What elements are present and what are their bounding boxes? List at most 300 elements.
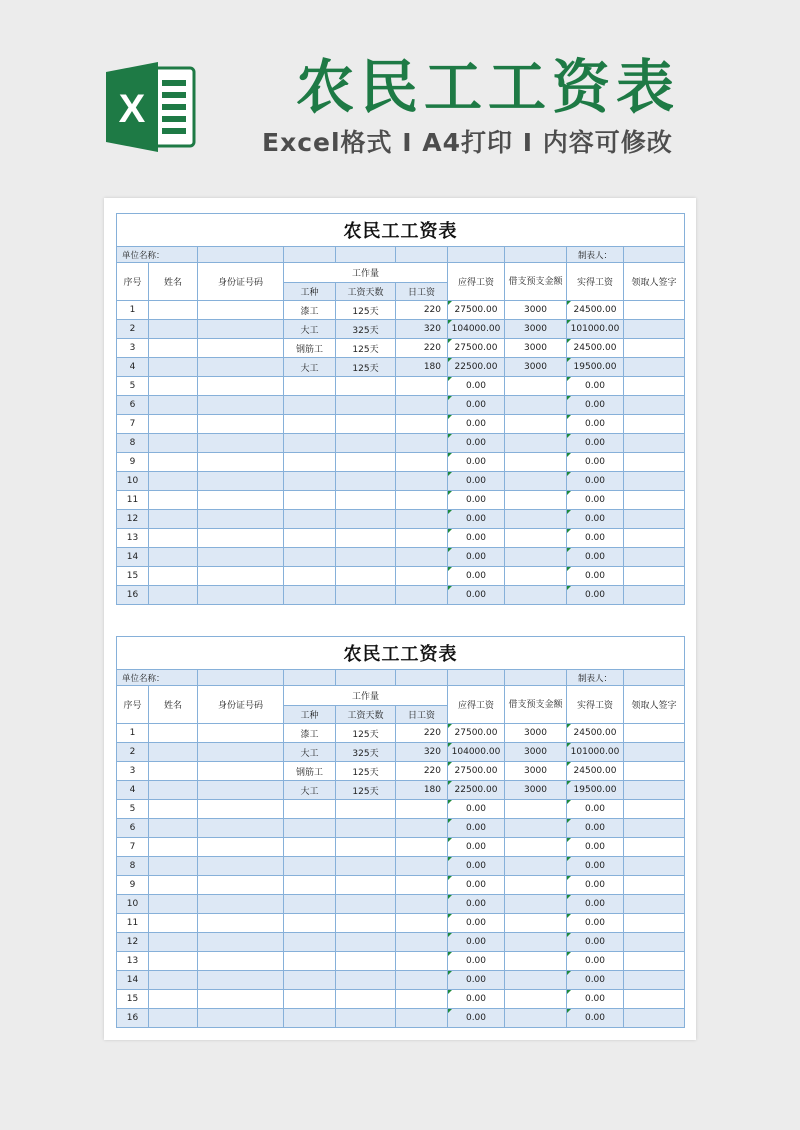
daily-wage-cell[interactable]	[396, 838, 448, 857]
advance-cell[interactable]	[505, 971, 567, 990]
advance-cell[interactable]	[505, 567, 567, 586]
daily-wage-cell[interactable]: 180	[396, 358, 448, 377]
pay-days-cell[interactable]	[336, 1009, 396, 1028]
seq-cell[interactable]: 14	[117, 548, 149, 567]
pay-days-cell[interactable]	[336, 876, 396, 895]
pay-days-cell[interactable]	[336, 586, 396, 605]
seq-cell[interactable]: 10	[117, 472, 149, 491]
actual-pay-cell[interactable]: 0.00	[567, 952, 624, 971]
signature-cell[interactable]	[624, 762, 685, 781]
work-type-cell[interactable]	[284, 377, 336, 396]
daily-wage-cell[interactable]	[396, 819, 448, 838]
info-cell[interactable]	[448, 670, 505, 686]
seq-cell[interactable]: 11	[117, 914, 149, 933]
seq-cell[interactable]: 12	[117, 933, 149, 952]
advance-cell[interactable]	[505, 586, 567, 605]
seq-cell[interactable]: 2	[117, 320, 149, 339]
advance-cell[interactable]	[505, 548, 567, 567]
work-type-cell[interactable]	[284, 548, 336, 567]
actual-pay-cell[interactable]: 0.00	[567, 491, 624, 510]
actual-pay-cell[interactable]: 0.00	[567, 453, 624, 472]
actual-pay-cell[interactable]: 0.00	[567, 415, 624, 434]
actual-pay-cell[interactable]: 101000.00	[567, 320, 624, 339]
maker-cell[interactable]	[624, 670, 685, 686]
due-pay-cell[interactable]: 0.00	[448, 567, 505, 586]
advance-cell[interactable]	[505, 933, 567, 952]
actual-pay-cell[interactable]: 0.00	[567, 396, 624, 415]
actual-pay-cell[interactable]: 19500.00	[567, 358, 624, 377]
daily-wage-cell[interactable]: 220	[396, 301, 448, 320]
signature-cell[interactable]	[624, 453, 685, 472]
seq-cell[interactable]: 16	[117, 586, 149, 605]
info-cell[interactable]	[284, 670, 336, 686]
advance-cell[interactable]	[505, 819, 567, 838]
daily-wage-cell[interactable]	[396, 586, 448, 605]
actual-pay-cell[interactable]: 0.00	[567, 510, 624, 529]
id-number-cell[interactable]	[198, 320, 284, 339]
id-number-cell[interactable]	[198, 914, 284, 933]
id-number-cell[interactable]	[198, 567, 284, 586]
id-number-cell[interactable]	[198, 434, 284, 453]
work-type-cell[interactable]	[284, 586, 336, 605]
daily-wage-cell[interactable]	[396, 548, 448, 567]
due-pay-cell[interactable]: 0.00	[448, 838, 505, 857]
name-cell[interactable]	[149, 914, 198, 933]
actual-pay-cell[interactable]: 0.00	[567, 990, 624, 1009]
advance-cell[interactable]	[505, 800, 567, 819]
due-pay-cell[interactable]: 0.00	[448, 491, 505, 510]
actual-pay-cell[interactable]: 0.00	[567, 800, 624, 819]
pay-days-cell[interactable]	[336, 472, 396, 491]
seq-cell[interactable]: 14	[117, 971, 149, 990]
signature-cell[interactable]	[624, 971, 685, 990]
pay-days-cell[interactable]	[336, 548, 396, 567]
pay-days-cell[interactable]	[336, 857, 396, 876]
name-cell[interactable]	[149, 838, 198, 857]
signature-cell[interactable]	[624, 510, 685, 529]
name-cell[interactable]	[149, 819, 198, 838]
due-pay-cell[interactable]: 0.00	[448, 952, 505, 971]
signature-cell[interactable]	[624, 548, 685, 567]
signature-cell[interactable]	[624, 472, 685, 491]
actual-pay-cell[interactable]: 0.00	[567, 876, 624, 895]
actual-pay-cell[interactable]: 0.00	[567, 472, 624, 491]
due-pay-cell[interactable]: 104000.00	[448, 743, 505, 762]
name-cell[interactable]	[149, 800, 198, 819]
pay-days-cell[interactable]	[336, 838, 396, 857]
work-type-cell[interactable]	[284, 800, 336, 819]
pay-days-cell[interactable]	[336, 453, 396, 472]
seq-cell[interactable]: 9	[117, 876, 149, 895]
advance-cell[interactable]: 3000	[505, 743, 567, 762]
pay-days-cell[interactable]	[336, 510, 396, 529]
unit-name-cell[interactable]	[198, 247, 284, 263]
id-number-cell[interactable]	[198, 838, 284, 857]
name-cell[interactable]	[149, 586, 198, 605]
signature-cell[interactable]	[624, 781, 685, 800]
due-pay-cell[interactable]: 0.00	[448, 914, 505, 933]
pay-days-cell[interactable]	[336, 895, 396, 914]
advance-cell[interactable]: 3000	[505, 762, 567, 781]
due-pay-cell[interactable]: 0.00	[448, 800, 505, 819]
due-pay-cell[interactable]: 0.00	[448, 819, 505, 838]
id-number-cell[interactable]	[198, 990, 284, 1009]
id-number-cell[interactable]	[198, 510, 284, 529]
name-cell[interactable]	[149, 971, 198, 990]
pay-days-cell[interactable]	[336, 800, 396, 819]
pay-days-cell[interactable]: 325天	[336, 320, 396, 339]
pay-days-cell[interactable]	[336, 377, 396, 396]
actual-pay-cell[interactable]: 0.00	[567, 567, 624, 586]
advance-cell[interactable]	[505, 472, 567, 491]
name-cell[interactable]	[149, 990, 198, 1009]
actual-pay-cell[interactable]: 0.00	[567, 819, 624, 838]
name-cell[interactable]	[149, 396, 198, 415]
name-cell[interactable]	[149, 358, 198, 377]
pay-days-cell[interactable]	[336, 567, 396, 586]
due-pay-cell[interactable]: 0.00	[448, 396, 505, 415]
actual-pay-cell[interactable]: 0.00	[567, 1009, 624, 1028]
daily-wage-cell[interactable]: 220	[396, 339, 448, 358]
id-number-cell[interactable]	[198, 819, 284, 838]
seq-cell[interactable]: 8	[117, 434, 149, 453]
seq-cell[interactable]: 15	[117, 567, 149, 586]
name-cell[interactable]	[149, 301, 198, 320]
actual-pay-cell[interactable]: 0.00	[567, 377, 624, 396]
daily-wage-cell[interactable]	[396, 396, 448, 415]
due-pay-cell[interactable]: 0.00	[448, 472, 505, 491]
work-type-cell[interactable]: 漆工	[284, 724, 336, 743]
pay-days-cell[interactable]	[336, 933, 396, 952]
work-type-cell[interactable]	[284, 933, 336, 952]
name-cell[interactable]	[149, 339, 198, 358]
work-type-cell[interactable]	[284, 529, 336, 548]
pay-days-cell[interactable]: 125天	[336, 724, 396, 743]
actual-pay-cell[interactable]: 0.00	[567, 933, 624, 952]
work-type-cell[interactable]	[284, 952, 336, 971]
id-number-cell[interactable]	[198, 358, 284, 377]
name-cell[interactable]	[149, 529, 198, 548]
due-pay-cell[interactable]: 0.00	[448, 453, 505, 472]
work-type-cell[interactable]: 漆工	[284, 301, 336, 320]
pay-days-cell[interactable]: 125天	[336, 762, 396, 781]
seq-cell[interactable]: 1	[117, 301, 149, 320]
due-pay-cell[interactable]: 0.00	[448, 876, 505, 895]
seq-cell[interactable]: 6	[117, 819, 149, 838]
work-type-cell[interactable]	[284, 472, 336, 491]
seq-cell[interactable]: 4	[117, 358, 149, 377]
work-type-cell[interactable]	[284, 990, 336, 1009]
signature-cell[interactable]	[624, 838, 685, 857]
daily-wage-cell[interactable]	[396, 914, 448, 933]
pay-days-cell[interactable]	[336, 529, 396, 548]
signature-cell[interactable]	[624, 876, 685, 895]
name-cell[interactable]	[149, 434, 198, 453]
work-type-cell[interactable]	[284, 434, 336, 453]
signature-cell[interactable]	[624, 567, 685, 586]
name-cell[interactable]	[149, 472, 198, 491]
name-cell[interactable]	[149, 453, 198, 472]
advance-cell[interactable]: 3000	[505, 781, 567, 800]
work-type-cell[interactable]	[284, 453, 336, 472]
daily-wage-cell[interactable]: 220	[396, 724, 448, 743]
daily-wage-cell[interactable]	[396, 567, 448, 586]
daily-wage-cell[interactable]	[396, 971, 448, 990]
work-type-cell[interactable]	[284, 567, 336, 586]
signature-cell[interactable]	[624, 377, 685, 396]
id-number-cell[interactable]	[198, 529, 284, 548]
work-type-cell[interactable]	[284, 914, 336, 933]
name-cell[interactable]	[149, 724, 198, 743]
info-cell[interactable]	[336, 670, 396, 686]
advance-cell[interactable]	[505, 529, 567, 548]
info-cell[interactable]	[336, 247, 396, 263]
actual-pay-cell[interactable]: 0.00	[567, 838, 624, 857]
actual-pay-cell[interactable]: 0.00	[567, 971, 624, 990]
seq-cell[interactable]: 15	[117, 990, 149, 1009]
pay-days-cell[interactable]	[336, 952, 396, 971]
name-cell[interactable]	[149, 743, 198, 762]
work-type-cell[interactable]	[284, 491, 336, 510]
name-cell[interactable]	[149, 952, 198, 971]
id-number-cell[interactable]	[198, 301, 284, 320]
advance-cell[interactable]	[505, 453, 567, 472]
daily-wage-cell[interactable]	[396, 529, 448, 548]
actual-pay-cell[interactable]: 0.00	[567, 529, 624, 548]
due-pay-cell[interactable]: 0.00	[448, 377, 505, 396]
name-cell[interactable]	[149, 320, 198, 339]
work-type-cell[interactable]: 钢筋工	[284, 339, 336, 358]
pay-days-cell[interactable]: 125天	[336, 781, 396, 800]
advance-cell[interactable]	[505, 952, 567, 971]
due-pay-cell[interactable]: 27500.00	[448, 339, 505, 358]
seq-cell[interactable]: 13	[117, 952, 149, 971]
actual-pay-cell[interactable]: 24500.00	[567, 762, 624, 781]
work-type-cell[interactable]	[284, 819, 336, 838]
seq-cell[interactable]: 5	[117, 800, 149, 819]
name-cell[interactable]	[149, 876, 198, 895]
name-cell[interactable]	[149, 548, 198, 567]
advance-cell[interactable]	[505, 434, 567, 453]
work-type-cell[interactable]: 大工	[284, 320, 336, 339]
id-number-cell[interactable]	[198, 781, 284, 800]
seq-cell[interactable]: 12	[117, 510, 149, 529]
id-number-cell[interactable]	[198, 339, 284, 358]
signature-cell[interactable]	[624, 914, 685, 933]
seq-cell[interactable]: 11	[117, 491, 149, 510]
id-number-cell[interactable]	[198, 762, 284, 781]
daily-wage-cell[interactable]	[396, 952, 448, 971]
pay-days-cell[interactable]	[336, 415, 396, 434]
daily-wage-cell[interactable]	[396, 415, 448, 434]
seq-cell[interactable]: 3	[117, 339, 149, 358]
daily-wage-cell[interactable]	[396, 472, 448, 491]
daily-wage-cell[interactable]	[396, 434, 448, 453]
unit-name-cell[interactable]	[198, 670, 284, 686]
signature-cell[interactable]	[624, 434, 685, 453]
info-cell[interactable]	[396, 670, 448, 686]
work-type-cell[interactable]	[284, 510, 336, 529]
id-number-cell[interactable]	[198, 396, 284, 415]
name-cell[interactable]	[149, 510, 198, 529]
signature-cell[interactable]	[624, 857, 685, 876]
id-number-cell[interactable]	[198, 933, 284, 952]
id-number-cell[interactable]	[198, 724, 284, 743]
due-pay-cell[interactable]: 0.00	[448, 971, 505, 990]
actual-pay-cell[interactable]: 0.00	[567, 548, 624, 567]
due-pay-cell[interactable]: 0.00	[448, 990, 505, 1009]
advance-cell[interactable]: 3000	[505, 320, 567, 339]
name-cell[interactable]	[149, 491, 198, 510]
signature-cell[interactable]	[624, 952, 685, 971]
signature-cell[interactable]	[624, 358, 685, 377]
work-type-cell[interactable]: 大工	[284, 743, 336, 762]
advance-cell[interactable]	[505, 876, 567, 895]
advance-cell[interactable]	[505, 396, 567, 415]
work-type-cell[interactable]	[284, 1009, 336, 1028]
info-cell[interactable]	[284, 247, 336, 263]
daily-wage-cell[interactable]	[396, 990, 448, 1009]
advance-cell[interactable]: 3000	[505, 301, 567, 320]
signature-cell[interactable]	[624, 1009, 685, 1028]
seq-cell[interactable]: 7	[117, 838, 149, 857]
seq-cell[interactable]: 9	[117, 453, 149, 472]
id-number-cell[interactable]	[198, 971, 284, 990]
seq-cell[interactable]: 8	[117, 857, 149, 876]
name-cell[interactable]	[149, 857, 198, 876]
work-type-cell[interactable]: 钢筋工	[284, 762, 336, 781]
advance-cell[interactable]	[505, 415, 567, 434]
id-number-cell[interactable]	[198, 586, 284, 605]
daily-wage-cell[interactable]: 320	[396, 743, 448, 762]
daily-wage-cell[interactable]	[396, 933, 448, 952]
info-cell[interactable]	[448, 247, 505, 263]
due-pay-cell[interactable]: 0.00	[448, 895, 505, 914]
id-number-cell[interactable]	[198, 743, 284, 762]
signature-cell[interactable]	[624, 933, 685, 952]
signature-cell[interactable]	[624, 320, 685, 339]
daily-wage-cell[interactable]	[396, 510, 448, 529]
daily-wage-cell[interactable]	[396, 453, 448, 472]
actual-pay-cell[interactable]: 24500.00	[567, 339, 624, 358]
work-type-cell[interactable]	[284, 396, 336, 415]
actual-pay-cell[interactable]: 24500.00	[567, 301, 624, 320]
pay-days-cell[interactable]	[336, 819, 396, 838]
actual-pay-cell[interactable]: 0.00	[567, 895, 624, 914]
due-pay-cell[interactable]: 27500.00	[448, 301, 505, 320]
daily-wage-cell[interactable]: 180	[396, 781, 448, 800]
advance-cell[interactable]	[505, 510, 567, 529]
due-pay-cell[interactable]: 0.00	[448, 510, 505, 529]
signature-cell[interactable]	[624, 491, 685, 510]
work-type-cell[interactable]	[284, 838, 336, 857]
actual-pay-cell[interactable]: 0.00	[567, 434, 624, 453]
pay-days-cell[interactable]	[336, 990, 396, 1009]
name-cell[interactable]	[149, 377, 198, 396]
due-pay-cell[interactable]: 0.00	[448, 434, 505, 453]
actual-pay-cell[interactable]: 24500.00	[567, 724, 624, 743]
advance-cell[interactable]: 3000	[505, 724, 567, 743]
signature-cell[interactable]	[624, 586, 685, 605]
name-cell[interactable]	[149, 762, 198, 781]
signature-cell[interactable]	[624, 743, 685, 762]
maker-cell[interactable]	[624, 247, 685, 263]
advance-cell[interactable]	[505, 838, 567, 857]
work-type-cell[interactable]: 大工	[284, 781, 336, 800]
signature-cell[interactable]	[624, 529, 685, 548]
id-number-cell[interactable]	[198, 952, 284, 971]
due-pay-cell[interactable]: 22500.00	[448, 358, 505, 377]
due-pay-cell[interactable]: 104000.00	[448, 320, 505, 339]
daily-wage-cell[interactable]: 220	[396, 762, 448, 781]
id-number-cell[interactable]	[198, 800, 284, 819]
id-number-cell[interactable]	[198, 857, 284, 876]
advance-cell[interactable]: 3000	[505, 339, 567, 358]
actual-pay-cell[interactable]: 0.00	[567, 586, 624, 605]
id-number-cell[interactable]	[198, 876, 284, 895]
work-type-cell[interactable]	[284, 415, 336, 434]
id-number-cell[interactable]	[198, 472, 284, 491]
signature-cell[interactable]	[624, 301, 685, 320]
daily-wage-cell[interactable]	[396, 895, 448, 914]
pay-days-cell[interactable]: 125天	[336, 358, 396, 377]
advance-cell[interactable]	[505, 377, 567, 396]
daily-wage-cell[interactable]: 320	[396, 320, 448, 339]
advance-cell[interactable]	[505, 914, 567, 933]
actual-pay-cell[interactable]: 0.00	[567, 914, 624, 933]
due-pay-cell[interactable]: 0.00	[448, 586, 505, 605]
id-number-cell[interactable]	[198, 548, 284, 567]
daily-wage-cell[interactable]	[396, 876, 448, 895]
due-pay-cell[interactable]: 0.00	[448, 548, 505, 567]
seq-cell[interactable]: 5	[117, 377, 149, 396]
pay-days-cell[interactable]: 325天	[336, 743, 396, 762]
id-number-cell[interactable]	[198, 1009, 284, 1028]
signature-cell[interactable]	[624, 800, 685, 819]
work-type-cell[interactable]	[284, 857, 336, 876]
work-type-cell[interactable]	[284, 895, 336, 914]
advance-cell[interactable]	[505, 895, 567, 914]
name-cell[interactable]	[149, 1009, 198, 1028]
work-type-cell[interactable]: 大工	[284, 358, 336, 377]
pay-days-cell[interactable]	[336, 971, 396, 990]
work-type-cell[interactable]	[284, 876, 336, 895]
id-number-cell[interactable]	[198, 415, 284, 434]
info-cell[interactable]	[505, 247, 567, 263]
advance-cell[interactable]	[505, 1009, 567, 1028]
name-cell[interactable]	[149, 895, 198, 914]
pay-days-cell[interactable]: 125天	[336, 339, 396, 358]
advance-cell[interactable]	[505, 491, 567, 510]
pay-days-cell[interactable]	[336, 396, 396, 415]
pay-days-cell[interactable]	[336, 914, 396, 933]
seq-cell[interactable]: 13	[117, 529, 149, 548]
seq-cell[interactable]: 2	[117, 743, 149, 762]
due-pay-cell[interactable]: 0.00	[448, 857, 505, 876]
advance-cell[interactable]: 3000	[505, 358, 567, 377]
daily-wage-cell[interactable]	[396, 1009, 448, 1028]
daily-wage-cell[interactable]	[396, 800, 448, 819]
signature-cell[interactable]	[624, 895, 685, 914]
pay-days-cell[interactable]: 125天	[336, 301, 396, 320]
name-cell[interactable]	[149, 415, 198, 434]
actual-pay-cell[interactable]: 19500.00	[567, 781, 624, 800]
seq-cell[interactable]: 4	[117, 781, 149, 800]
id-number-cell[interactable]	[198, 895, 284, 914]
pay-days-cell[interactable]	[336, 491, 396, 510]
due-pay-cell[interactable]: 0.00	[448, 415, 505, 434]
id-number-cell[interactable]	[198, 491, 284, 510]
